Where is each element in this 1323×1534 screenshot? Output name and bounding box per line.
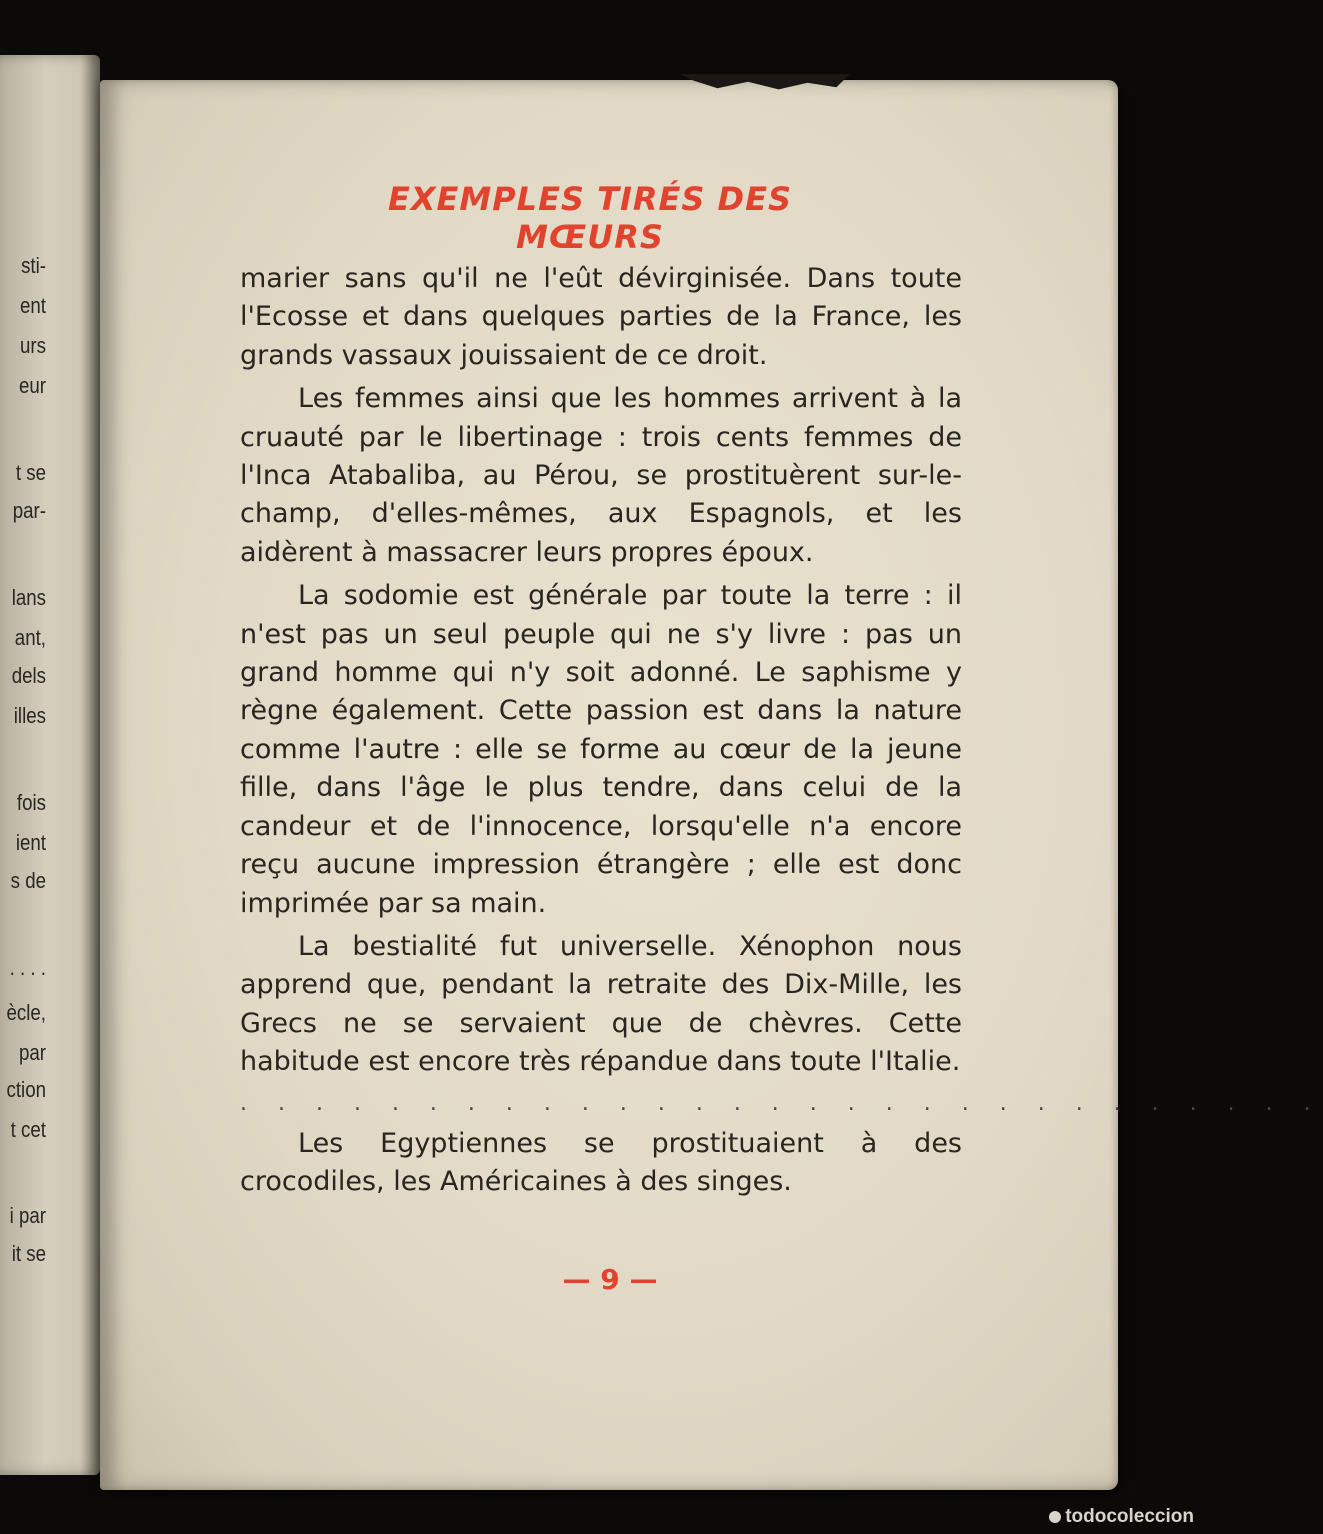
left-page-fragment: lans xyxy=(11,585,46,610)
watermark xyxy=(1049,1506,1194,1528)
left-page-fragment: urs xyxy=(20,333,46,358)
page-number: — 9 — xyxy=(562,1263,658,1296)
paragraph: Les femmes ainsi que les hommes arrivent à la cruauté par le libertinage : trois cents femmes de l'Inca Atabaliba, au Pérou, se prostituèrent sur-le-champ, d'elles-mêmes, aux Espagnols, et les aidèrent à massacrer leurs propres époux. xyxy=(240,383,962,568)
running-head: EXEMPLES TIRÉS DES MŒURS xyxy=(387,180,792,256)
left-page-fragment: ction xyxy=(6,1077,46,1102)
watermark-logo-icon xyxy=(1049,1511,1061,1523)
left-page-fragment: ant, xyxy=(14,625,46,650)
left-page-fragment: sti- xyxy=(21,253,46,278)
paragraph: marier sans qu'il ne l'eût dévirginisée. Dans toute l'Ecosse et dans quelques parties de la France, les grands vassaux jouissaient de ce droit. xyxy=(240,263,962,371)
ellipsis-separator: . . . . . . . . . . . . . . . . . . . . . . . . . . . . . xyxy=(240,1090,1323,1116)
left-page-fragment: t cet xyxy=(10,1117,46,1142)
left-page-fragment: fois xyxy=(16,790,46,815)
left-page-fragment: i par xyxy=(9,1203,46,1228)
left-page-fragment: ient xyxy=(15,830,46,855)
torn-page-edge xyxy=(680,74,850,96)
left-page-fragment: dels xyxy=(11,663,46,688)
paragraph: La bestialité fut universelle. Xénophon nous apprend que, pendant la retraite des Dix-Mille, les Grecs ne se servaient que de chèvres. Cette habitude est encore très répandue dans toute l'Italie. xyxy=(240,930,962,1078)
left-page-fragment: eur xyxy=(18,373,46,398)
watermark-text: todocoleccion xyxy=(1065,1506,1194,1527)
left-page-fragment: . . . . xyxy=(9,955,46,980)
left-page-fragment: ent xyxy=(19,293,46,318)
page-body xyxy=(240,260,1323,1201)
paragraph: Les Egyptiennes se prostituaient à des crocodiles, les Américaines à des singes. xyxy=(240,1127,962,1197)
previous-page-edge xyxy=(0,55,100,1475)
left-page-fragment: par xyxy=(18,1040,46,1065)
paragraph: La sodomie est générale par toute la terre : il n'est pas un seul peuple qui ne s'y livre : pas un grand homme qui n'y soit adonné. Le saphisme y règne également. Cette passion est dans la nature comme l'autre : elle se forme au cœur de la jeune fille, dans l'âge le plus tendre, dans celui de la candeur et de l'innocence, lorsqu'elle n'a encore reçu aucune impression étrangère ; elle est donc imprimée par sa main. xyxy=(240,580,962,919)
left-page-fragment: ècle, xyxy=(6,1000,46,1025)
left-page-fragment: par- xyxy=(12,498,46,523)
left-page-fragment: t se xyxy=(15,460,46,485)
book-page xyxy=(100,80,1323,1490)
left-page-fragment: it se xyxy=(11,1241,46,1266)
left-page-fragment: s de xyxy=(10,868,46,893)
left-page-fragment: illes xyxy=(13,703,46,728)
